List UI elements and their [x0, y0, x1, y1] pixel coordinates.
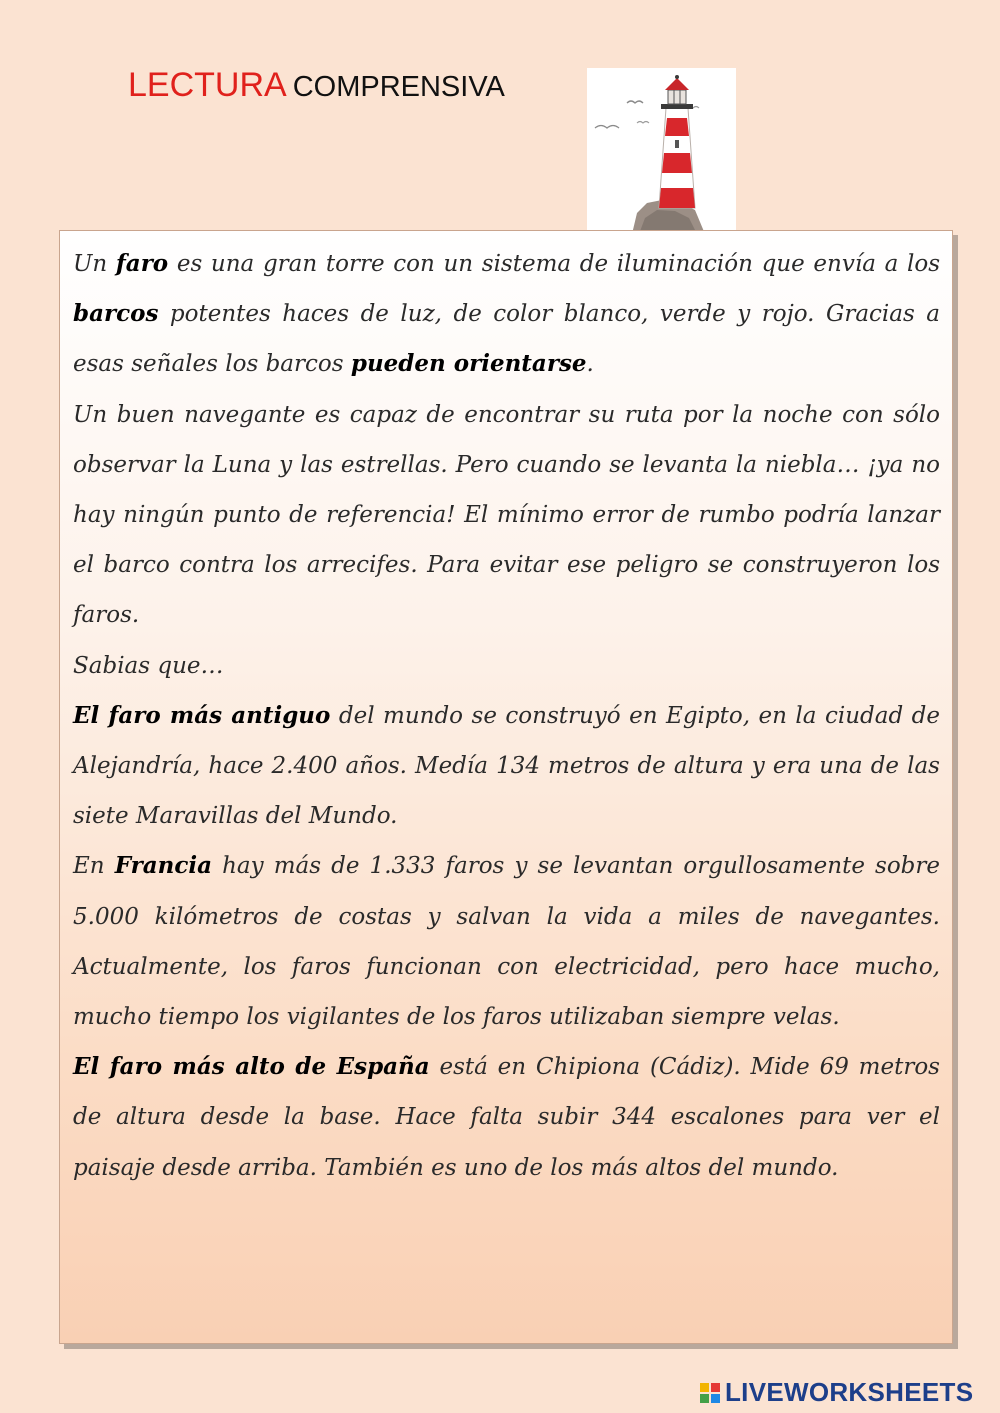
paragraph-6: El faro más alto de España está en Chipiona (Cádiz). Mide 69 metros de altura desde la base. Hace falta subir 344 escalones para ver el paisaje desde arriba. También es uno de los más altos del mundo. — [73, 1053, 940, 1181]
keyword-francia: Francia — [114, 852, 213, 880]
brand-name: LIVEWORKSHEETS — [725, 1377, 974, 1407]
title-comprensiva: COMPRENSIVA — [292, 71, 505, 103]
lighthouse-illustration — [587, 68, 736, 234]
bird-icon — [595, 126, 619, 129]
page-title — [128, 66, 505, 105]
keyword-faro-mas-antiguo: El faro más antiguo — [73, 701, 331, 729]
keyword-faro-mas-alto: El faro más alto de España — [73, 1053, 430, 1081]
brand-logo-icon — [700, 1383, 720, 1403]
paragraph-5: En Francia hay más de 1.333 faros y se levantan orgullosamente sobre 5.000 kilómetros de costas y salvan la vida a miles de navegantes. Actualmente, los faros funcionan con electricidad, pero hace mucho, mucho tiempo los vigilantes de los faros utilizaban siempre velas. — [73, 852, 940, 1031]
paragraph-1: Un faro es una gran torre con un sistema de iluminación que envía a los barcos potentes haces de luz, de color blanco, verde y rojo. Gracias a esas señales los barcos pueden orientarse. — [73, 250, 940, 378]
bird-icon — [627, 101, 643, 103]
keyword-pueden-orientarse: pueden orientarse — [350, 350, 587, 378]
keyword-faro: faro — [115, 250, 169, 277]
reading-text-box — [59, 230, 953, 1344]
title-lectura: LECTURA — [128, 66, 287, 104]
paragraph-3: Sabias que… — [73, 652, 224, 679]
paragraph-4: El faro más antiguo del mundo se construyó en Egipto, en la ciudad de Alejandría, hace 2.400 años. Medía 134 metros de altura y era una de las siete Maravillas del Mundo. — [73, 701, 940, 830]
lighthouse-icon — [587, 68, 736, 234]
liveworksheets-brand[interactable] — [700, 1377, 973, 1408]
bird-icon — [637, 122, 649, 124]
paragraph-2: Un buen navegante es capaz de encontrar su ruta por la noche con sólo observar la Luna y las estrellas. Pero cuando se levanta la niebla… ¡ya no hay ningún punto de referencia! El mínimo error de rumbo podría lanzar el barco contra los arrecifes. Para evitar ese peligro se construyeron los faros. — [73, 401, 940, 629]
keyword-barcos: barcos — [73, 300, 159, 328]
